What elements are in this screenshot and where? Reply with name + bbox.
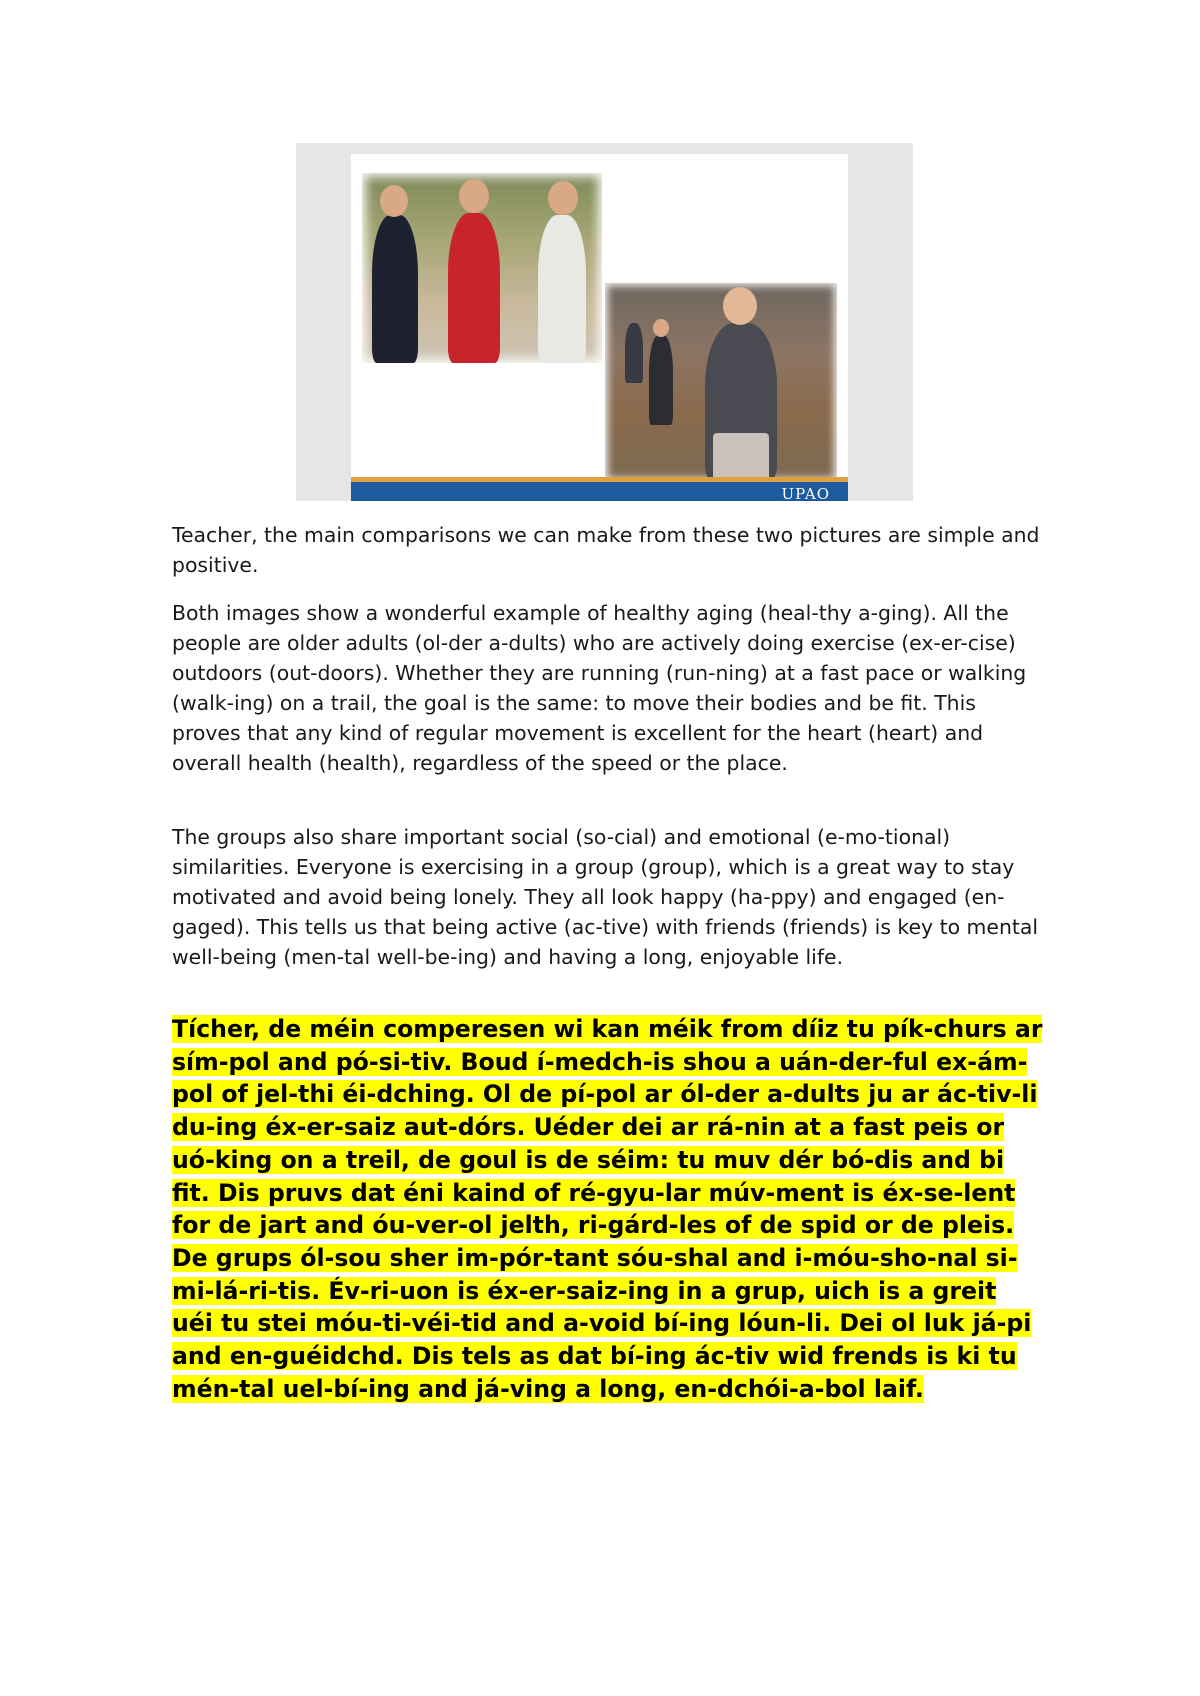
slide-figure — [296, 143, 913, 501]
university-logo: UPAO — [781, 485, 830, 501]
highlighted-pronunciation — [172, 1013, 1044, 1405]
paragraph-social: The groups also share important social (so-cial) and emotional (e-mo-tional) similarities. Everyone is exercising in a group (group), which is a great way to stay motivated and avoid being lonely. They all look happy (ha-ppy) and engaged (en-gaged). This tells us that being active (ac-tive) with friends (friends) is key to mental well-being (men-tal well-be-ing) and having a long, enjoyable life. — [172, 825, 1039, 969]
runner-middle-head — [459, 179, 489, 213]
slide — [351, 154, 848, 501]
hiker-back-2-head — [653, 319, 669, 337]
highlighted-text: Tícher, de méin comperesen wi kan méik from díiz tu pík-churs ar sím-pol and pó-si-tiv. Boud í-medch-is shou a uán-der-ful ex-ám-pol of jel-thi éi-dching. Ol de pí-pol ar ól-der a-dults ju ar ác-tiv-li du-ing éx-er-saiz aut-dórs. Uéder dei ar rá-nin at a fast peis or uó-king on a treil, de goul is de séim: tu muv dér bó-dis and bi fit. Dis pruvs dat éni kaind of ré-gyu-lar múv-ment is éx-se-lent for de jart and óu-ver-ol jelth, ri-gárd-les of de spid or de pleis. De grups ól-sou sher im-pór-tant sóu-shal and i-móu-sho-nal si-mi-lá-ri-tis. Év-ri-uon is éx-er-saiz-ing in a grup, uich is a greit uéi tu stei móu-ti-véi-tid and a-void bí-ing lóun-li. Dei ol luk já-pi and en-guéidchd. Dis tels as dat bí-ing ác-tiv wid frends is ki tu mén-tal uel-bí-ing and já-ving a long, en-dchói-a-bol laif. — [172, 1015, 1043, 1403]
runner-left — [372, 215, 418, 363]
hiker-back-1 — [625, 323, 643, 383]
hiker-back-2 — [649, 335, 673, 425]
slide-footer-bar — [351, 482, 848, 501]
paragraph-healthy-aging: Both images show a wonderful example of healthy aging (heal-thy a-ging). All the people are older adults (ol-der a-dults) who are actively doing exercise (ex-er-cise) outdoors (out-doors). Whether they are running (run-ning) at a fast pace or walking (walk-ing) on a trail, the goal is the same: to move their bodies and be fit. This proves that any kind of regular movement is excellent for the heart (heart) and overall health (health), regardless of the speed or the place. — [172, 601, 1027, 775]
runner-middle — [448, 213, 500, 363]
runner-right-head — [548, 181, 578, 215]
paragraph-intro: Teacher, the main comparisons we can make from these two pictures are simple and positive. — [172, 523, 1040, 577]
runner-left-head — [380, 185, 408, 217]
hiker-front-head — [723, 287, 757, 325]
runner-right — [538, 215, 586, 363]
hiker-front-legs — [713, 433, 769, 481]
runners-photo — [362, 173, 602, 363]
hikers-photo — [605, 283, 837, 481]
